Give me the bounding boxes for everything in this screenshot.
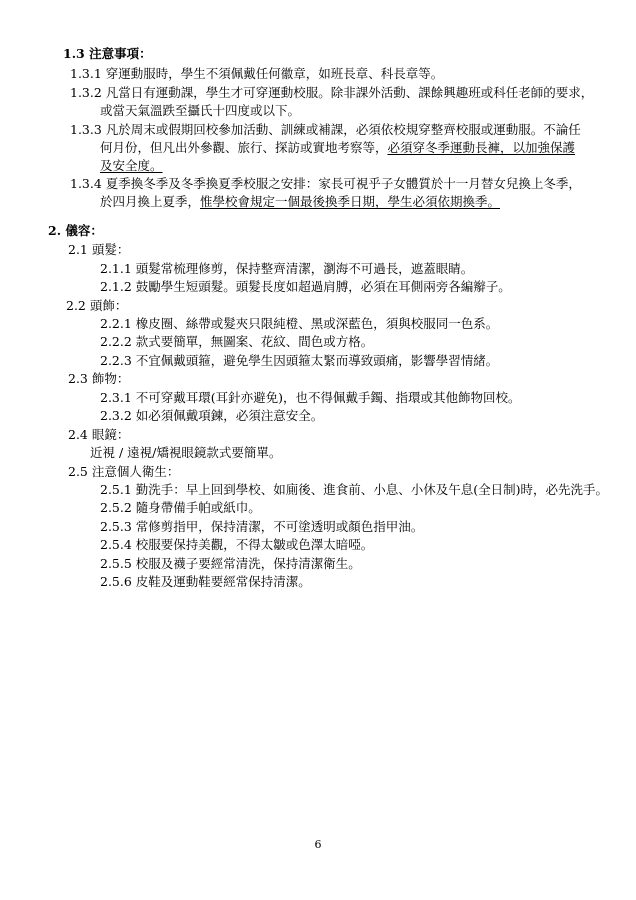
item-2-5-1: 2.5.1 勤洗手：早上回到學校、如廁後、進食前、小息、小休及午息(全日制)時，必先洗手。: [100, 482, 609, 497]
subsection-2-1: 2.1 頭髮：: [68, 242, 130, 257]
subsection-2-3: 2.3 飾物：: [68, 371, 130, 386]
item-1-3-3-cont: [100, 139, 575, 157]
item-2-5-5: 2.5.5 校服及襪子要經常清洗，保持清潔衛生。: [100, 556, 361, 571]
item-number: 1.3.3: [70, 122, 102, 137]
section-heading-1-3: 1.3 注意事項：: [63, 46, 152, 61]
item-text: 凡於周末或假期回校參加活動、訓練或補課，必須依校規穿整齊校服或運動服。不論任: [105, 122, 581, 137]
item-2-5-3: 2.5.3 常修剪指甲，保持清潔，不可塗透明或顏色指甲油。: [100, 519, 424, 534]
item-text: 家長可視乎子女體質於十一月替女兒換上冬季，: [318, 176, 581, 191]
subsection-2-5: 2.5 注意個人衛生：: [68, 464, 180, 479]
item-2-5-6: 2.5.6 皮鞋及運動鞋要經常保持清潔。: [100, 574, 311, 589]
item-2-1-1: 2.1.1 頭髮常梳理修剪，保持整齊清潔，瀏海不可過長，遮蓋眼睛。: [100, 261, 474, 276]
item-1-3-4: [70, 175, 581, 193]
subsection-2-2: 2.2 頭飾：: [66, 298, 128, 313]
item-number: 1.3.2: [70, 85, 102, 100]
item-2-3-1: 2.3.1 不可穿戴耳環(耳針亦避免)，也不得佩戴手鐲、指環或其他飾物回校。: [100, 390, 521, 405]
item-number: 1.3.1: [70, 66, 102, 81]
item-text: 穿運動服時，學生不須佩戴任何徽章，如班長章、科長章等。: [105, 66, 444, 81]
item-1-3-2: [70, 84, 593, 102]
item-text: 凡當日有運動課，學生才可穿運動校服。除非課外活動、課餘興趣班或科任老師的要求，: [105, 85, 594, 100]
item-2-5-4: 2.5.4 校服要保持美觀，不得太皺或色澤太暗啞。: [100, 537, 374, 552]
item-2-5-2: 2.5.2 隨身帶備手帕或紙巾。: [100, 500, 261, 515]
underlined-text: 惟學校會規定一個最後換季日期，學生必須依期換季。: [200, 194, 501, 209]
item-1-3-1: [70, 65, 443, 83]
item-1-3-2-cont: 或當天氣溫跌至攝氏十四度或以下。: [100, 103, 301, 118]
underlined-text: 必須穿冬季運動長褲，以加強保護: [387, 140, 576, 155]
item-1-3-4-cont: [100, 193, 500, 211]
glasses-text: 近視 / 遠視/矯視眼鏡款式要簡單。: [90, 445, 282, 460]
item-text: 何月份，但凡出外參觀、旅行、探訪或實地考察等，: [100, 140, 388, 155]
item-2-2-1: 2.2.1 橡皮圈、絲帶或髮夾只限純橙、黑或深藍色，須與校服同一色系。: [100, 316, 499, 331]
item-2-3-2: 2.3.2 如必須佩戴項鍊，必須注意安全。: [100, 408, 324, 423]
item-text: 夏季換冬季及冬季換夏季校服之安排：: [105, 176, 319, 191]
item-text: 於四月換上夏季，: [100, 194, 201, 209]
item-1-3-3: [70, 121, 581, 139]
item-number: 1.3.4: [70, 176, 102, 191]
item-2-2-2: 2.2.2 款式要簡單，無圖案、花紋、間色或方格。: [100, 334, 374, 349]
item-1-3-3-cont2: 及安全度。: [100, 158, 163, 173]
item-2-1-2: 2.1.2 鼓勵學生短頭髮。頭髮長度如超過肩膊，必須在耳側兩旁各編辮子。: [100, 279, 511, 294]
page-number: 6: [314, 838, 322, 851]
item-2-2-3: 2.2.3 不宜佩戴頭箍，避免學生因頭箍太緊而導致頭痛，影響學習情緒。: [100, 353, 499, 368]
subsection-2-4: 2.4 眼鏡：: [68, 427, 130, 442]
section-heading-2: 2. 儀容：: [48, 223, 103, 238]
